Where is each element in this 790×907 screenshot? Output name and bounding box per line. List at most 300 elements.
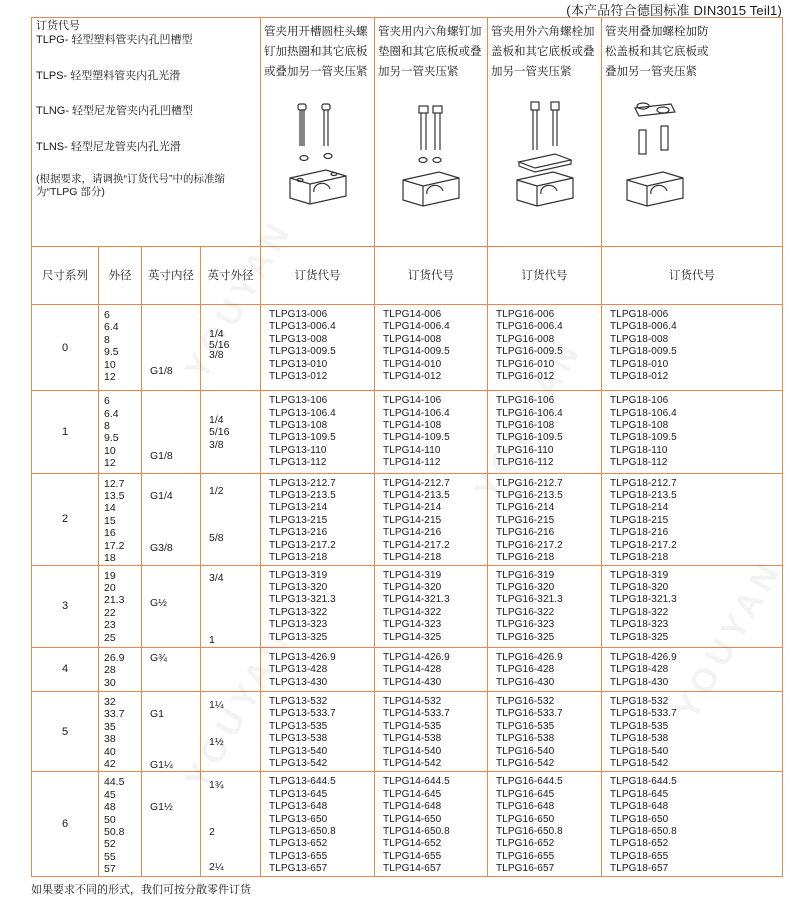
order-code: TLPG18-657 [610,863,669,875]
inch-od-value: 1 [209,634,215,647]
od-value: 25 [104,631,116,644]
inch-od-value: 3/4 [209,572,224,585]
od-value: 17.2 [104,539,125,552]
od-value: 20 [104,582,116,595]
order-code: TLPG13-108 [269,420,328,432]
order-code-list-2 [375,772,488,877]
od-value: 57 [104,863,116,876]
order-code-list-3 [488,565,602,647]
od-value: 10 [104,444,116,457]
series-row-4 [32,647,783,691]
od-list [99,565,142,647]
info-line-tlng: TLNG- 轻型尼龙管夹内孔凹槽型 [36,105,194,118]
inch-id-cell [142,772,201,877]
order-code: TLPG13-657 [269,863,328,875]
order-code: TLPG16-650 [496,813,555,825]
od-list [99,692,142,772]
od-value: 44.5 [104,776,125,789]
order-code: TLPG18-650.8 [610,825,677,837]
order-code: TLPG13-006 [269,308,328,320]
order-code: TLPG16-540 [496,745,555,757]
order-code: TLPG13-650.8 [269,825,336,837]
order-code-list-4 [602,391,783,473]
type-cell-4 [602,18,783,247]
type-desc-3: 管夹用外六角螺栓加盖板和其它底板或叠加另一管夹压紧 [491,26,595,78]
order-code-list-1 [261,304,375,390]
inch-od-cell [201,391,261,473]
order-code: TLPG14-214 [383,502,442,514]
hex-bolt-cover-plate-clamp-icon [505,100,585,220]
order-code: TLPG18-110 [610,444,668,456]
order-code: TLPG18-648 [610,801,669,813]
order-code: TLPG18-109.5 [610,432,677,444]
order-code: TLPG16-216 [496,527,555,539]
order-code: TLPG14-322 [383,606,442,618]
order-code: TLPG16-108 [496,420,555,432]
od-value: 6 [104,395,110,408]
col-header-od: 外径 [99,246,142,304]
order-code: TLPG13-325 [269,631,328,643]
order-code: TLPG16-319 [496,569,555,581]
order-code: TLPG14-006.4 [383,321,450,333]
order-code: TLPG13-644.5 [269,776,336,788]
order-code-list-1 [261,391,375,473]
series-row-3 [32,565,783,647]
order-code: TLPG13-216 [269,527,328,539]
order-code: TLPG16-010 [496,358,555,370]
order-code: TLPG16-323 [496,619,555,631]
order-code: TLPG13-540 [269,745,328,757]
info-line-tlpg: TLPG- 轻型塑料管夹内孔凹槽型 [36,33,193,46]
order-code: TLPG16-426.9 [496,651,563,663]
od-value: 18 [104,551,116,564]
order-code: TLPG16-657 [496,863,555,875]
order-code-list-4 [602,692,783,772]
order-code: TLPG13-215 [269,514,328,526]
order-code: TLPG18-215 [610,514,669,526]
order-code: TLPG13-428 [269,664,328,676]
inch-od-cell [201,565,261,647]
order-code: TLPG16-006 [496,308,555,320]
order-code: TLPG13-212.7 [269,477,336,489]
od-value: 33.7 [104,708,125,721]
order-code: TLPG16-325 [496,631,555,643]
inch-id-value: G1½ [150,801,173,814]
inch-od-cell [201,304,261,390]
order-code: TLPG16-645 [496,788,555,800]
order-code: TLPG16-430 [496,676,555,688]
od-value: 8 [104,420,110,433]
order-code: TLPG18-542 [610,758,669,770]
inch-od-value: 1/4 [209,413,224,426]
order-code: TLPG18-652 [610,838,669,850]
order-code: TLPG16-532 [496,696,555,708]
inch-od-value: 1¾ [209,778,224,791]
order-code: TLPG14-106 [383,395,442,407]
od-value: 6.4 [104,407,119,420]
info-line-tlns: TLNS- 轻型尼龙管夹内孔光滑 [36,141,181,153]
order-code: TLPG16-215 [496,514,555,526]
od-value: 48 [104,801,116,814]
order-code: TLPG14-109.5 [383,432,450,444]
order-code: TLPG18-218 [610,551,669,563]
od-value: 35 [104,720,116,733]
order-code: TLPG18-108 [610,420,669,432]
order-code: TLPG18-008 [610,333,669,345]
order-code: TLPG18-532 [610,696,669,708]
inch-od-cell [201,473,261,565]
order-code: TLPG18-009.5 [610,346,677,358]
order-code: TLPG18-217.2 [610,539,677,551]
order-code: TLPG16-213.5 [496,489,563,501]
order-code: TLPG13-321.3 [269,594,336,606]
od-value: 40 [104,745,116,758]
type-cell-1 [261,18,375,247]
od-value: 32 [104,696,116,709]
order-code: TLPG18-540 [610,745,669,757]
type-desc-4: 管夹用叠加螺栓加防松盖板和其它底板或叠加另一管夹压紧 [605,26,709,78]
col-header-order-code-1: 订货代号 [261,246,375,304]
order-code: TLPG14-012 [383,370,442,382]
series-row-0 [32,304,783,390]
inch-od-value: 3/8 [209,438,224,451]
series-row-2 [32,473,783,565]
standard-note: (本产品符合德国标准 DIN3015 Teil1) [566,3,782,18]
order-code-list-4 [602,473,783,565]
order-code: TLPG16-322 [496,606,555,618]
order-code: TLPG18-430 [610,676,669,688]
od-value: 21.3 [104,594,125,607]
order-code: TLPG18-212.7 [610,477,677,489]
order-code-list-3 [488,391,602,473]
order-code: TLPG13-532 [269,696,328,708]
order-code: TLPG18-538 [610,733,669,745]
od-list [99,473,142,565]
od-list [99,772,142,877]
order-code: TLPG18-012 [610,370,669,382]
order-code-list-1 [261,565,375,647]
order-code: TLPG18-319 [610,569,669,581]
order-code: TLPG13-106.4 [269,407,336,419]
order-code-list-3 [488,304,602,390]
inch-id-value: G1/8 [150,449,173,462]
od-value: 6.4 [104,321,119,334]
inch-od-cell [201,692,261,772]
od-value: 52 [104,838,116,851]
od-value: 30 [104,676,116,689]
od-value: 13.5 [104,489,125,502]
inch-id-cell [142,647,201,691]
info-line-tlps: TLPS- 轻型塑料管夹内孔光滑 [36,69,181,82]
order-code-list-2 [375,391,488,473]
od-list [99,304,142,390]
col-header-order-code-2: 订货代号 [375,246,488,304]
order-code: TLPG14-430 [383,676,442,688]
order-code: TLPG14-542 [383,758,442,770]
order-code-list-2 [375,647,488,691]
order-code-list-4 [602,565,783,647]
od-value: 50 [104,813,116,826]
order-code: TLPG13-112 [269,457,327,469]
order-code: TLPG14-216 [383,527,442,539]
order-code: TLPG14-112 [383,457,441,469]
od-value: 12 [104,457,116,470]
od-value: 45 [104,788,116,801]
order-code-list-4 [602,647,783,691]
series-cell: 2 [32,473,99,565]
od-value: 12.7 [104,477,125,490]
order-code: TLPG14-657 [383,863,442,875]
order-code: TLPG14-532 [383,696,442,708]
inch-od-value: 1¼ [209,698,224,711]
order-code: TLPG16-218 [496,551,555,563]
order-code: TLPG14-644.5 [383,776,450,788]
inch-od-value: 2¼ [209,860,224,873]
hex-socket-screw-clamp-icon [391,100,471,220]
spec-table [31,17,783,877]
inch-id-value: G3/8 [150,541,173,554]
order-code: TLPG16-320 [496,582,555,594]
col-header-order-code-4: 订货代号 [602,246,783,304]
order-code: TLPG14-428 [383,664,442,676]
order-code: TLPG18-320 [610,582,669,594]
order-code: TLPG16-217.2 [496,539,563,551]
order-code: TLPG13-535 [269,720,328,732]
order-code-list-2 [375,692,488,772]
order-code-list-3 [488,692,602,772]
order-code: TLPG13-322 [269,606,328,618]
type-cell-2 [375,18,488,247]
od-list [99,391,142,473]
order-code: TLPG14-540 [383,745,442,757]
order-code: TLPG16-009.5 [496,346,563,358]
order-code: TLPG16-006.4 [496,321,563,333]
order-code: TLPG13-109.5 [269,432,336,444]
order-code-list-1 [261,772,375,877]
order-code: TLPG18-655 [610,850,669,862]
order-code: TLPG14-218 [383,551,442,563]
order-code: TLPG18-006 [610,308,669,320]
order-code: TLPG13-542 [269,758,328,770]
order-code: TLPG13-106 [269,395,328,407]
order-code: TLPG14-321.3 [383,594,450,606]
order-code: TLPG13-009.5 [269,346,336,358]
order-code: TLPG16-112 [496,457,554,469]
od-value: 26.9 [104,651,125,664]
col-header-inch-od: 英寸外径 [201,246,261,304]
order-code: TLPG14-319 [383,569,442,581]
order-code: TLPG18-650 [610,813,669,825]
order-code: TLPG13-008 [269,333,328,345]
inch-id-cell [142,473,201,565]
order-code-list-2 [375,304,488,390]
order-code: TLPG16-109.5 [496,432,563,444]
order-code: TLPG18-323 [610,619,669,631]
od-value: 8 [104,333,110,346]
inch-od-cell [201,772,261,877]
od-list [99,647,142,691]
order-code-list-1 [261,473,375,565]
order-code-list-1 [261,647,375,691]
order-code: TLPG14-215 [383,514,442,526]
type-desc-2: 管夹用内六角螺钉加垫圈和其它底板或叠加另一管夹压紧 [378,26,482,78]
order-code: TLPG14-538 [383,733,442,745]
order-code: TLPG18-321.3 [610,594,677,606]
order-code: TLPG13-426.9 [269,651,336,663]
order-code: TLPG16-652 [496,838,555,850]
order-code: TLPG13-533.7 [269,708,336,720]
order-code-list-4 [602,772,783,877]
order-code: TLPG14-650 [383,813,442,825]
order-code: TLPG14-325 [383,631,442,643]
order-code: TLPG14-535 [383,720,442,732]
order-code: TLPG14-213.5 [383,489,450,501]
od-value: 6 [104,308,110,321]
inch-id-cell [142,565,201,647]
od-value: 55 [104,850,116,863]
inch-od-cell [201,647,261,691]
order-code: TLPG13-217.2 [269,539,336,551]
order-code: TLPG16-535 [496,720,555,732]
order-code: TLPG14-108 [383,420,442,432]
order-code: TLPG18-006.4 [610,321,677,333]
order-code: TLPG18-106 [610,395,669,407]
order-code: TLPG16-106 [496,395,555,407]
order-code: TLPG13-320 [269,582,328,594]
order-code: TLPG14-217.2 [383,539,450,551]
order-code: TLPG13-213.5 [269,489,336,501]
inch-id-value: G1/4 [150,489,173,502]
inch-id-cell [142,391,201,473]
order-code-list-4 [602,304,783,390]
type-desc-1: 管夹用开槽圆柱头螺钉加热圈和其它底板或叠加另一管夹压紧 [264,26,368,78]
inch-od-value: 3/8 [209,348,224,361]
series-row-6 [32,772,783,877]
order-code: TLPG14-006 [383,308,442,320]
col-header-inch-id: 英寸内径 [142,246,201,304]
info-note: (根据要求，请调换“订货代号”中的标准缩为“TLPG 部分) [36,172,225,199]
order-code: TLPG16-321.3 [496,594,563,606]
order-code-label: 订货代号 [36,20,80,32]
inch-id-value: G1¼ [150,759,173,772]
order-code: TLPG13-538 [269,733,328,745]
inch-od-value: 5/16 [209,338,230,351]
inch-id-value: G¾ [150,651,167,664]
order-code: TLPG13-012 [269,370,328,382]
order-code-list-3 [488,473,602,565]
od-value: 16 [104,527,116,540]
order-code: TLPG13-652 [269,838,328,850]
order-code: TLPG13-010 [269,358,328,370]
order-code: TLPG18-325 [610,631,669,643]
series-row-5 [32,692,783,772]
order-code: TLPG14-008 [383,333,442,345]
column-header-row [32,246,783,304]
footer-note: 如果要求不同的形式，我们可按分散零件订货 [31,884,251,896]
inch-od-value: 1½ [209,735,224,748]
order-code: TLPG18-644.5 [610,776,677,788]
order-code-list-3 [488,647,602,691]
order-code: TLPG18-535 [610,720,669,732]
inch-id-cell [142,692,201,772]
inch-od-value: 1/4 [209,327,224,340]
od-value: 23 [104,619,116,632]
od-value: 9.5 [104,346,119,359]
order-code: TLPG16-648 [496,801,555,813]
inch-id-value: G½ [150,596,167,609]
order-code-list-2 [375,473,488,565]
order-code: TLPG13-655 [269,850,328,862]
order-code: TLPG18-428 [610,664,669,676]
order-code: TLPG16-428 [496,664,555,676]
order-code: TLPG14-650.8 [383,825,450,837]
order-code: TLPG14-652 [383,838,442,850]
inch-od-value: 1/2 [209,484,224,497]
order-code: TLPG16-644.5 [496,776,563,788]
od-value: 10 [104,358,116,371]
series-cell: 6 [32,772,99,877]
order-code: TLPG14-655 [383,850,442,862]
order-code: TLPG14-110 [383,444,441,456]
order-code: TLPG18-213.5 [610,489,677,501]
slotted-screw-clamp-icon [278,100,358,220]
order-code: TLPG18-322 [610,606,669,618]
order-code: TLPG13-430 [269,676,328,688]
order-code: TLPG13-214 [269,502,328,514]
inch-od-value: 5/16 [209,426,230,439]
inch-id-value: G1 [150,708,165,721]
order-code: TLPG16-110 [496,444,554,456]
stacking-bolt-clamp-icon [615,100,695,220]
od-value: 15 [104,514,116,527]
series-row-1 [32,391,783,473]
order-code: TLPG16-012 [496,370,555,382]
order-code: TLPG13-650 [269,813,328,825]
od-value: 9.5 [104,432,119,445]
order-code: TLPG18-426.9 [610,651,677,663]
od-value: 12 [104,370,116,383]
order-code: TLPG16-650.8 [496,825,563,837]
order-code: TLPG18-214 [610,502,669,514]
order-code: TLPG16-106.4 [496,407,563,419]
od-value: 19 [104,569,116,582]
od-value: 28 [104,664,116,677]
inch-id-value: G1/8 [150,364,173,377]
order-code: TLPG16-533.7 [496,708,563,720]
order-code: TLPG13-645 [269,788,328,800]
order-code: TLPG13-006.4 [269,321,336,333]
series-cell: 1 [32,391,99,473]
od-value: 50.8 [104,825,125,838]
order-code: TLPG14-323 [383,619,442,631]
header-row [32,18,783,247]
inch-od-value: 5/8 [209,532,224,545]
order-code: TLPG18-106.4 [610,407,677,419]
series-cell: 4 [32,647,99,691]
order-code: TLPG16-008 [496,333,555,345]
order-code-list-3 [488,772,602,877]
order-code: TLPG13-218 [269,551,328,563]
order-code: TLPG14-648 [383,801,442,813]
info-cell [32,18,261,247]
order-code: TLPG14-106.4 [383,407,450,419]
order-code: TLPG14-010 [383,358,442,370]
order-code: TLPG18-216 [610,527,669,539]
order-code: TLPG18-645 [610,788,669,800]
order-code: TLPG16-212.7 [496,477,563,489]
order-code: TLPG13-110 [269,444,327,456]
col-header-order-code-3: 订货代号 [488,246,602,304]
